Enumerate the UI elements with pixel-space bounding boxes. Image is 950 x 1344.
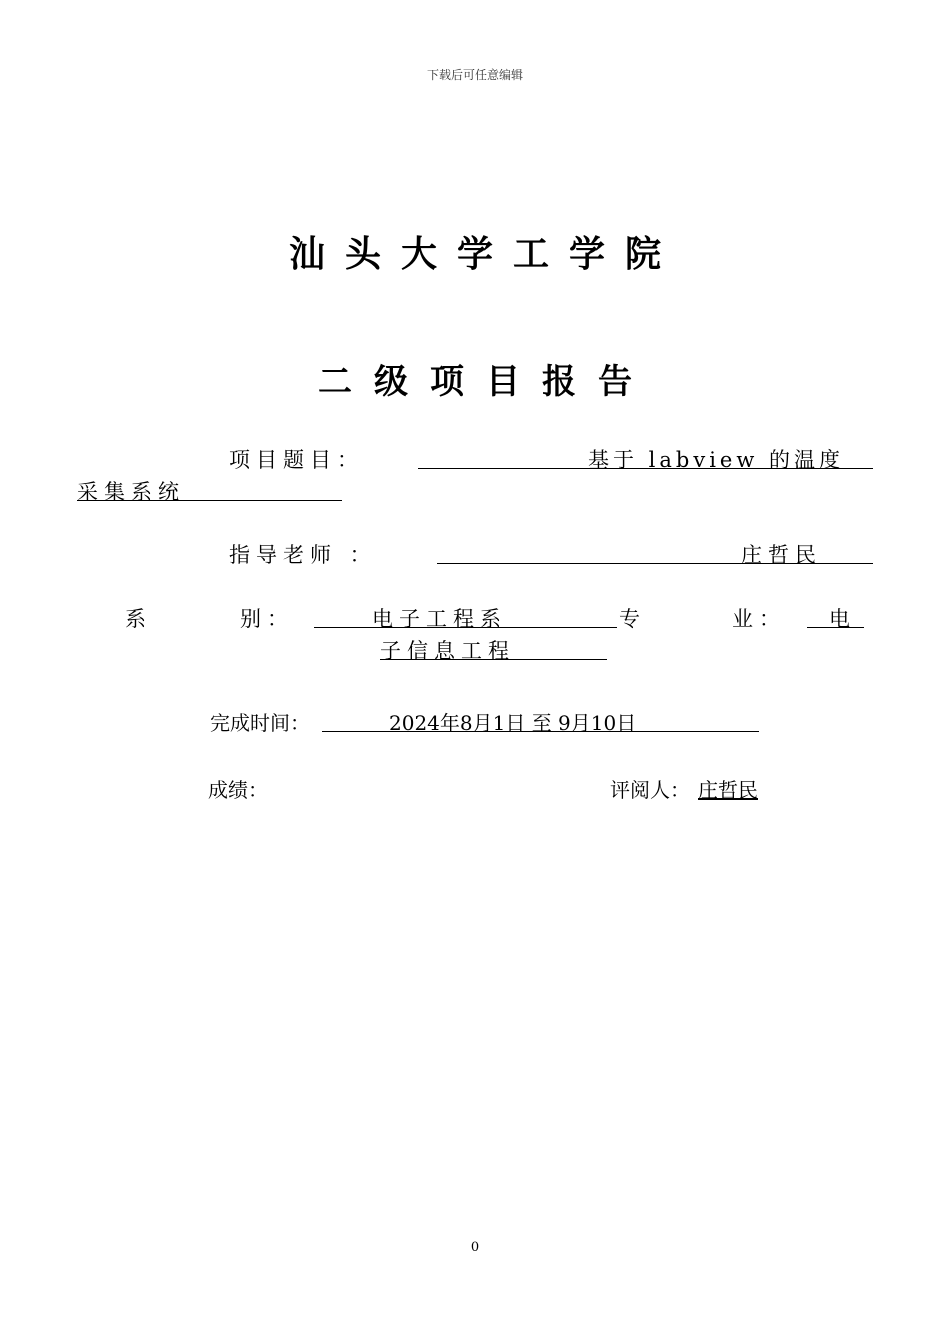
major-value-line1: 电	[829, 607, 856, 631]
completion-label: 完成时间：	[210, 711, 310, 735]
reviewer-label: 评阅人：	[610, 778, 690, 802]
project-label: 项目题目：	[229, 448, 364, 472]
major-label-2: 业：	[732, 607, 786, 631]
major-label-1: 专	[619, 607, 646, 631]
header-note: 下载后可任意编辑	[426, 68, 523, 82]
reviewer-value: 庄哲民	[698, 778, 758, 802]
department-value: 电子工程系	[372, 607, 507, 631]
grade-label: 成绩：	[208, 778, 268, 802]
department-label-2: 别：	[240, 607, 294, 631]
department-label-1: 系	[125, 607, 152, 631]
school-name: 汕头大学工学院	[288, 234, 681, 275]
advisor-value: 庄哲民	[741, 543, 822, 567]
completion-value: 2024年8月1日 至 9月10日	[389, 711, 637, 735]
project-value-line2: 采集系统	[77, 480, 185, 504]
page-number: 0	[470, 1240, 480, 1255]
major-value-line2: 子信息工程	[380, 639, 515, 663]
project-value-line1: 基于 labview 的温度	[588, 448, 845, 472]
report-title: 二级项目报告	[318, 362, 654, 402]
advisor-label: 指导老师 ：	[229, 543, 377, 567]
